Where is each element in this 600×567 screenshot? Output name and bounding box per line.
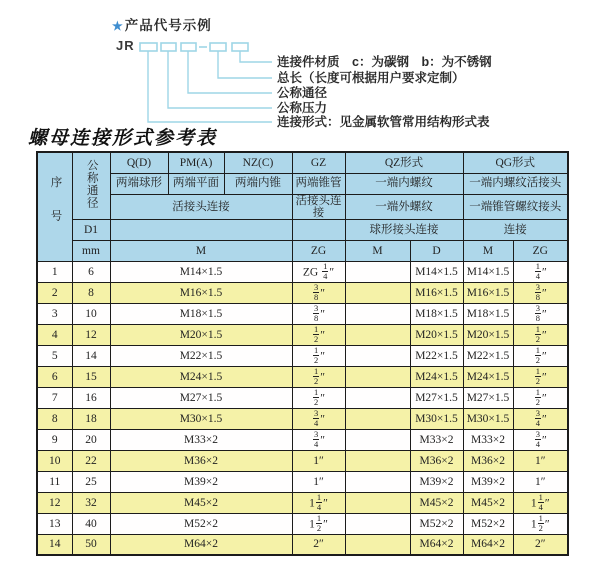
cell: 13 [37, 513, 72, 534]
cell: 1″ [513, 471, 568, 492]
table-row [37, 261, 568, 282]
cell: M16×1.5 [410, 282, 463, 303]
cell: $\frac{3}{8}''$ [292, 303, 345, 324]
cell [345, 429, 410, 450]
table-row [37, 471, 568, 492]
table-row [37, 450, 568, 471]
header-empty-union [110, 219, 292, 240]
cell: M24×1.5 [110, 366, 292, 387]
cell [345, 492, 410, 513]
label-total-length: 总长（长度可根据用户要求定制） [277, 71, 465, 85]
header-thread-m: M [110, 240, 292, 261]
code-box [181, 43, 196, 51]
header-mm: mm [72, 240, 110, 261]
cell: M64×2 [110, 534, 292, 555]
cell: M52×2 [463, 513, 513, 534]
cell: 8 [37, 408, 72, 429]
cell: 1″ [292, 471, 345, 492]
cell: 11 [37, 471, 72, 492]
cell [345, 534, 410, 555]
cell: 1 $\frac{1}{4}''$ [513, 492, 568, 513]
cell [345, 408, 410, 429]
cell: $\frac{1}{2}''$ [292, 345, 345, 366]
cell: $\frac{1}{4}''$ [513, 261, 568, 282]
cell: $\frac{3}{8}''$ [513, 303, 568, 324]
cell: M36×2 [110, 450, 292, 471]
cell: M52×2 [410, 513, 463, 534]
header-qz-m: M [345, 240, 410, 261]
header-serial: 序号 [37, 152, 72, 261]
cell [345, 261, 410, 282]
cell: M14×1.5 [410, 261, 463, 282]
cell: $\frac{1}{2}''$ [292, 324, 345, 345]
cell [345, 450, 410, 471]
cell: M30×1.5 [110, 408, 292, 429]
table-body [37, 261, 568, 555]
table-row [37, 282, 568, 303]
cell: 14 [37, 534, 72, 555]
cell: M16×1.5 [110, 282, 292, 303]
cell: $\frac{1}{2}''$ [513, 345, 568, 366]
diagram-heading [112, 14, 212, 34]
header-desc-gz: 两端锥管 [292, 173, 345, 194]
header-conn-union: 活接头连接 [110, 194, 292, 219]
connector-line [218, 51, 272, 78]
code-box [161, 43, 176, 51]
code-box [210, 43, 226, 51]
cell: M64×2 [463, 534, 513, 555]
cell: M18×1.5 [463, 303, 513, 324]
cell: M22×1.5 [410, 345, 463, 366]
cell: M30×1.5 [463, 408, 513, 429]
cell: M64×2 [410, 534, 463, 555]
cell: $\frac{1}{2}''$ [292, 366, 345, 387]
cell: 10 [72, 303, 110, 324]
cell: 3 [37, 303, 72, 324]
cell: M22×1.5 [463, 345, 513, 366]
cell: M18×1.5 [110, 303, 292, 324]
connector-line [188, 51, 272, 93]
cell: 1 $\frac{1}{4}''$ [292, 492, 345, 513]
code-box [232, 43, 248, 51]
cell: 6 [72, 261, 110, 282]
connector-line [168, 51, 272, 108]
cell: 5 [37, 345, 72, 366]
cell: M24×1.5 [463, 366, 513, 387]
cell: $\frac{1}{2}''$ [513, 366, 568, 387]
label-nominal-diameter: 公称通径 [277, 86, 328, 100]
table-row [37, 303, 568, 324]
cell: 12 [37, 492, 72, 513]
cell: 32 [72, 492, 110, 513]
cell [345, 324, 410, 345]
cell: M16×1.5 [463, 282, 513, 303]
cell: 2″ [292, 534, 345, 555]
header-form-pma: PM(A) [168, 152, 224, 173]
table-row [37, 324, 568, 345]
cell: M20×1.5 [463, 324, 513, 345]
cell: $\frac{1}{2}''$ [292, 387, 345, 408]
cell: 8 [72, 282, 110, 303]
header-connect: 连接 [463, 219, 568, 240]
header-qg-zg: ZG [513, 240, 568, 261]
cell: 14 [72, 345, 110, 366]
cell: M33×2 [110, 429, 292, 450]
cell: M39×2 [410, 471, 463, 492]
cell [345, 471, 410, 492]
cell: 2 [37, 282, 72, 303]
header-thread-zg: ZG [292, 240, 345, 261]
header-desc-qg: 一端内螺纹活接头 [463, 173, 568, 194]
cell: M27×1.5 [110, 387, 292, 408]
cell: M33×2 [463, 429, 513, 450]
cell: 22 [72, 450, 110, 471]
cell: 50 [72, 534, 110, 555]
cell: $\frac{3}{8}''$ [292, 282, 345, 303]
table-row [37, 387, 568, 408]
label-nominal-pressure: 公称压力 [277, 101, 328, 115]
nut-connection-reference-table [36, 151, 569, 556]
connector-line [240, 51, 272, 62]
code-prefix: JR [116, 38, 135, 53]
cell: 1″ [292, 450, 345, 471]
header-desc-qd: 两端球形 [110, 173, 168, 194]
cell: M27×1.5 [463, 387, 513, 408]
cell: $\frac{1}{2}''$ [513, 324, 568, 345]
cell: M20×1.5 [410, 324, 463, 345]
cell: M27×1.5 [410, 387, 463, 408]
header-desc-nzc: 两端内锥 [224, 173, 292, 194]
cell: M39×2 [110, 471, 292, 492]
cell: 1 $\frac{1}{2}''$ [513, 513, 568, 534]
header-qg-m: M [463, 240, 513, 261]
table-row [37, 345, 568, 366]
cell: M39×2 [463, 471, 513, 492]
cell: 9 [37, 429, 72, 450]
table-row [37, 513, 568, 534]
cell: 18 [72, 408, 110, 429]
header-ball-joint: 球形接头连接 [345, 219, 463, 240]
cell: M22×1.5 [110, 345, 292, 366]
cell: $\frac{1}{2}''$ [513, 387, 568, 408]
cell: $\frac{3}{4}''$ [513, 408, 568, 429]
header-form-qd: Q(D) [110, 152, 168, 173]
cell: M52×2 [110, 513, 292, 534]
cell: 4 [37, 324, 72, 345]
cell: M14×1.5 [463, 261, 513, 282]
table-row [37, 408, 568, 429]
cell: 7 [37, 387, 72, 408]
cell [345, 303, 410, 324]
table-row [37, 366, 568, 387]
header-form-nzc: NZ(C) [224, 152, 292, 173]
header-empty-gz [292, 219, 345, 240]
cell: 15 [72, 366, 110, 387]
cell: 40 [72, 513, 110, 534]
cell: M14×1.5 [110, 261, 292, 282]
cell [345, 282, 410, 303]
cell: M18×1.5 [410, 303, 463, 324]
cell: 1 [37, 261, 72, 282]
cell: $\frac{3}{4}''$ [513, 429, 568, 450]
cell: M36×2 [463, 450, 513, 471]
diagram-heading-text: 产品代号示例 [124, 18, 212, 33]
header-conn-gz: 活接头连接 [292, 194, 345, 219]
header-diameter: 公称通径 [72, 152, 110, 219]
header-desc-qz: 一端内螺纹 [345, 173, 463, 194]
header-conn-qz: 一端外螺纹 [345, 194, 463, 219]
cell: $\frac{3}{4}''$ [292, 408, 345, 429]
header-d1: D1 [72, 219, 110, 240]
header-form-gz: GZ [292, 152, 345, 173]
cell: M45×2 [110, 492, 292, 513]
cell: M20×1.5 [110, 324, 292, 345]
cell: M30×1.5 [410, 408, 463, 429]
table-row [37, 534, 568, 555]
cell: 6 [37, 366, 72, 387]
cell: $\frac{3}{4}''$ [292, 429, 345, 450]
cell [345, 345, 410, 366]
cell: 2″ [513, 534, 568, 555]
cell: M45×2 [410, 492, 463, 513]
cell [345, 513, 410, 534]
header-form-qg: QG形式 [463, 152, 568, 173]
table-row [37, 492, 568, 513]
code-box [140, 43, 157, 51]
star-icon: ★ [112, 19, 124, 33]
label-connection-form: 连接形式：见金属软管常用结构形式表 [277, 115, 490, 129]
table-header [37, 152, 568, 261]
cell: ZG $\frac{1}{4}''$ [292, 261, 345, 282]
header-desc-pma: 两端平面 [168, 173, 224, 194]
cell: 1 $\frac{1}{2}''$ [292, 513, 345, 534]
header-conn-qg: 一端锥管螺纹接头 [463, 194, 568, 219]
table-title: 螺母连接形式参考表 [28, 128, 218, 149]
cell: M24×1.5 [410, 366, 463, 387]
cell [345, 387, 410, 408]
header-form-qz: QZ形式 [345, 152, 463, 173]
cell: 12 [72, 324, 110, 345]
header-qz-d: D [410, 240, 463, 261]
label-connector-material: 连接件材质 c：为碳钢 b：为不锈钢 [277, 55, 492, 69]
cell: $\frac{3}{8}''$ [513, 282, 568, 303]
cell: 25 [72, 471, 110, 492]
cell: 20 [72, 429, 110, 450]
cell: 10 [37, 450, 72, 471]
cell: 1″ [513, 450, 568, 471]
cell: M33×2 [410, 429, 463, 450]
cell: M36×2 [410, 450, 463, 471]
cell: 16 [72, 387, 110, 408]
table-row [37, 429, 568, 450]
cell: M45×2 [463, 492, 513, 513]
cell [345, 366, 410, 387]
